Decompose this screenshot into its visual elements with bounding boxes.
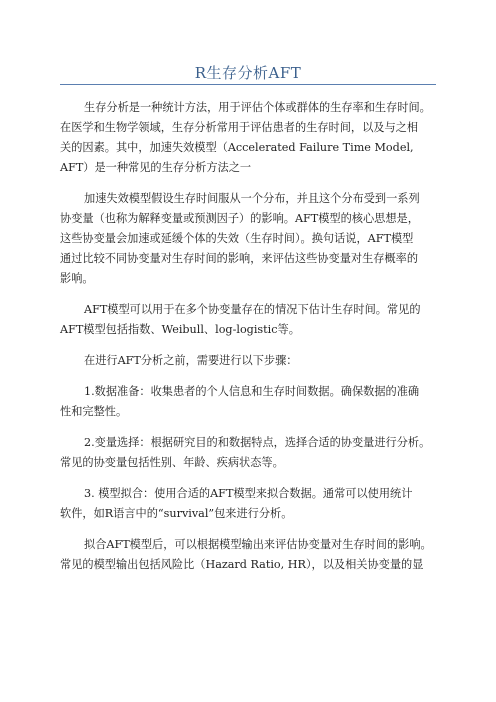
paragraph [60,535,444,575]
text-line: 加速失效模型假设生存时间服从一个分布，并且这个分布受到一系列 [84,192,420,205]
paragraph [60,484,444,524]
text-line: 1.数据准备：收集患者的个人信息和生存时间数据。确保数据的准确 [84,385,420,398]
text-line: 性和完整性。 [60,405,128,418]
text-line: 协变量（也称为解释变量或预测因子）的影响。AFT模型的核心思想是， [60,212,419,225]
text-line: 3. 模型拟合：使用合适的AFT模型来拟合数据。通常可以使用统计 [84,487,413,500]
document-body [60,98,444,586]
text-line: 2.变量选择：根据研究目的和数据特点，选择合适的协变量进行分析。 [84,436,431,449]
paragraph [60,433,444,473]
paragraph [60,98,444,178]
text-line: 在进行AFT分析之前，需要进行以下步骤： [84,354,298,367]
title-underline [60,84,436,85]
text-line: 拟合AFT模型后，可以根据模型输出来评估协变量对生存时间的影响。 [84,538,432,551]
document-title: R生存分析AFT [194,64,302,82]
text-line: AFT模型可以用于在多个协变量存在的情况下估计生存时间。常见的 [84,303,421,316]
text-line: 通过比较不同协变量对生存时间的影响，来评估这些协变量对生存概率的 [60,252,419,265]
paragraph [60,300,444,340]
text-line: 影响。 [60,272,94,285]
text-line: 这些协变量会加速或延缓个体的失效（生存时间）。换句话说，AFT模型 [60,232,414,245]
text-line: 在医学和生物学领域，生存分析常用于评估患者的生存时间，以及与之相 [60,121,419,134]
text-line: AFT）是一种常见的生存分析方法之一 [60,161,252,174]
text-line: 常见的协变量包括性别、年龄、疾病状态等。 [60,456,284,469]
paragraph [60,382,444,422]
paragraph [60,351,444,371]
text-line: 生存分析是一种统计方法，用于评估个体或群体的生存率和生存时间。 [84,101,431,114]
paragraph [60,189,444,289]
text-line: 关的因素。其中，加速失效模型（Accelerated Failure Time Model, [60,141,414,154]
text-line: AFT模型包括指数、Weibull、log-logistic等。 [60,323,300,336]
text-line: 常见的模型输出包括风险比（Hazard Ratio, HR），以及相关协变量的显 [60,558,424,571]
text-line: 软件，如R语言中的“survival”包来进行分析。 [60,507,293,520]
